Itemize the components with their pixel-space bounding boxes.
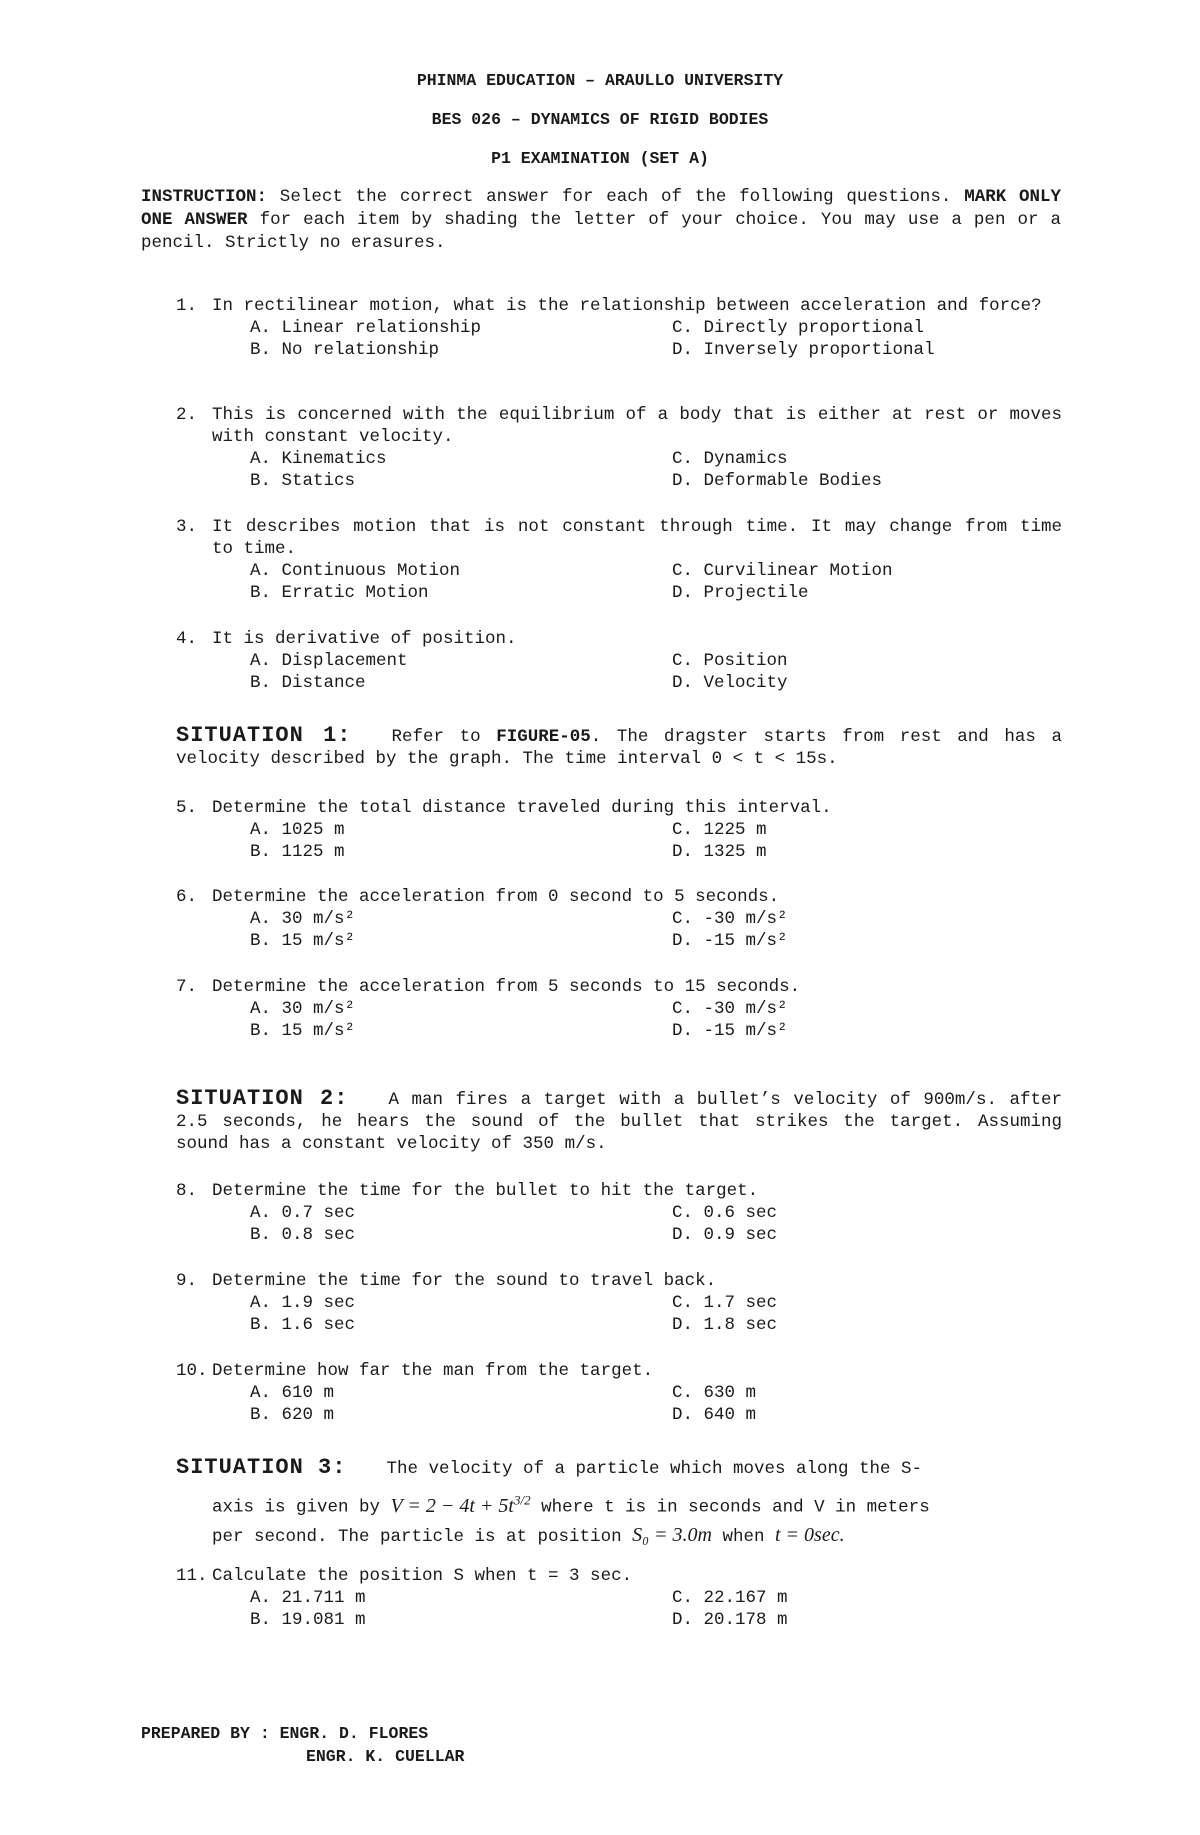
option-c[interactable]: C. 1225 m (672, 820, 767, 840)
question-number: 10. (176, 1361, 208, 1381)
question-number: 6. (176, 887, 198, 907)
question-number: 11. (176, 1566, 208, 1586)
option-a[interactable]: A. Displacement (250, 651, 408, 671)
question-number: 4. (176, 629, 198, 649)
question-text: Determine the acceleration from 0 second to 5 seconds. (212, 887, 780, 907)
option-d[interactable]: D. 20.178 m (672, 1610, 788, 1630)
option-a[interactable]: A. Continuous Motion (250, 561, 461, 581)
prepared-by-label: PREPARED BY : (141, 1724, 280, 1743)
option-a[interactable]: A. 1.9 sec (250, 1293, 356, 1313)
option-d[interactable]: D. 1.8 sec (672, 1315, 778, 1335)
option-a[interactable]: A. 30 m/s² (250, 909, 356, 929)
situation-text: per second. The particle is at position (212, 1526, 633, 1547)
equation-exponent: 3/2 (514, 1492, 531, 1507)
option-d[interactable]: D. -15 m/s² (672, 931, 788, 951)
situation-text-line-1: The velocity of a particle which moves along the S- (386, 1459, 923, 1479)
option-d[interactable]: D. -15 m/s² (672, 1021, 788, 1041)
question-number: 5. (176, 798, 198, 818)
situation-text: A man fires a target with a bullet’s velocity of 900m/s. after 2.5 seconds, he hears the sound of the bullet that strikes the target. Assuming sound has a constant velocity of 350 m/s. (176, 1090, 1062, 1154)
option-c[interactable]: C. Curvilinear Motion (672, 561, 893, 581)
initial-time-equation: t = 0sec. (775, 1523, 845, 1546)
question-11 (176, 1565, 1062, 1631)
situation-3-line-2 (176, 1485, 1062, 1523)
option-c[interactable]: C. -30 m/s² (672, 909, 788, 929)
question-number: 9. (176, 1271, 198, 1291)
option-b[interactable]: B. Statics (250, 471, 356, 491)
option-c[interactable]: C. 0.6 sec (672, 1203, 778, 1223)
situation-label: SITUATION 1: (176, 723, 352, 748)
equation-base: V = 2 − 4t + 5t (390, 1494, 514, 1517)
option-c[interactable]: C. -30 m/s² (672, 999, 788, 1019)
situation-text: when (711, 1526, 775, 1547)
exam-title: P1 EXAMINATION (SET A) (491, 149, 709, 168)
option-d[interactable]: D. Deformable Bodies (672, 471, 883, 491)
instruction-block (141, 186, 1061, 255)
option-a[interactable]: A. Linear relationship (250, 318, 482, 338)
option-d[interactable]: D. 1325 m (672, 842, 767, 862)
option-b[interactable]: B. 0.8 sec (250, 1225, 356, 1245)
preparer-name-2: ENGR. K. CUELLAR (306, 1747, 465, 1766)
situation-text-post: . The dragster starts from rest and has a velocity described by the graph. The time interval 0 < t < 15s. (176, 727, 1062, 769)
option-a[interactable]: A. 0.7 sec (250, 1203, 356, 1223)
option-c[interactable]: C. 22.167 m (672, 1588, 788, 1608)
question-text: Determine the acceleration from 5 seconds to 15 seconds. (212, 977, 801, 997)
question-number: 2. (176, 405, 198, 425)
option-b[interactable]: B. Distance (250, 673, 366, 693)
situation-label: SITUATION 2: (176, 1086, 349, 1111)
option-d[interactable]: D. 640 m (672, 1405, 757, 1425)
question-7 (176, 976, 1062, 1042)
question-text: It describes motion that is not constant through time. It may change from time to time. (212, 517, 1062, 559)
situation-3 (176, 1457, 1062, 1549)
question-text: Determine the time for the bullet to hit the target. (212, 1181, 759, 1201)
question-8 (176, 1180, 1062, 1246)
velocity-equation (390, 1492, 531, 1517)
question-1 (176, 295, 1062, 361)
option-b[interactable]: B. No relationship (250, 340, 440, 360)
instruction-emphasis: MARK ONLY ONE ANSWER (141, 187, 1062, 230)
option-c[interactable]: C. Position (672, 651, 788, 671)
option-d[interactable]: D. Inversely proportional (672, 340, 935, 360)
question-text: Calculate the position S when t = 3 sec. (212, 1566, 633, 1586)
question-2 (176, 404, 1062, 492)
question-text: It is derivative of position. (212, 629, 517, 649)
option-b[interactable]: B. Erratic Motion (250, 583, 429, 603)
school-title: PHINMA EDUCATION – ARAULLO UNIVERSITY (416, 71, 784, 90)
option-d[interactable]: D. 0.9 sec (672, 1225, 778, 1245)
option-b[interactable]: B. 1.6 sec (250, 1315, 356, 1335)
question-10 (176, 1360, 1062, 1426)
option-a[interactable]: A. Kinematics (250, 449, 387, 469)
option-a[interactable]: A. 610 m (250, 1383, 335, 1403)
figure-reference: FIGURE-05 (496, 727, 591, 747)
situation-2 (176, 1088, 1062, 1155)
question-text: In rectilinear motion, what is the relationship between acceleration and force? (212, 296, 1042, 316)
option-a[interactable]: A. 21.711 m (250, 1588, 366, 1608)
instruction-label: INSTRUCTION: (141, 187, 268, 207)
question-text: This is concerned with the equilibrium of a body that is either at rest or moves with constant velocity. (212, 405, 1062, 447)
option-c[interactable]: C. Dynamics (672, 449, 788, 469)
question-text: Determine the total distance traveled during this interval. (212, 798, 832, 818)
question-9 (176, 1270, 1062, 1336)
question-number: 8. (176, 1181, 198, 1201)
option-c[interactable]: C. 1.7 sec (672, 1293, 778, 1313)
question-3 (176, 516, 1062, 604)
situation-text: axis is given by (212, 1497, 391, 1518)
option-c[interactable]: C. 630 m (672, 1383, 757, 1403)
option-a[interactable]: A. 1025 m (250, 820, 345, 840)
option-b[interactable]: B. 1125 m (250, 842, 345, 862)
option-b[interactable]: B. 15 m/s² (250, 931, 356, 951)
situation-3-line-3 (176, 1523, 1062, 1549)
question-number: 7. (176, 977, 198, 997)
option-b[interactable]: B. 15 m/s² (250, 1021, 356, 1041)
situation-label: SITUATION 3: (176, 1455, 347, 1480)
situation-text: where t is in seconds and V in meters (530, 1497, 930, 1518)
option-b[interactable]: B. 620 m (250, 1405, 335, 1425)
instruction-text-2: for each item by shading the letter of your choice. You may use a pen or a pencil. Strictly no erasures. (141, 210, 1061, 253)
question-6 (176, 886, 1062, 952)
option-c[interactable]: C. Directly proportional (672, 318, 925, 338)
option-a[interactable]: A. 30 m/s² (250, 999, 356, 1019)
situation-text-pre: Refer to (391, 727, 497, 747)
initial-position-equation: S₀ = 3.0m (632, 1523, 712, 1546)
question-number: 3. (176, 517, 198, 537)
situation-1 (176, 725, 1062, 770)
question-5 (176, 797, 1062, 863)
question-text: Determine the time for the sound to travel back. (212, 1271, 717, 1291)
question-4 (176, 628, 1062, 694)
preparer-name-1: ENGR. D. FLORES (279, 1724, 429, 1743)
option-b[interactable]: B. 19.081 m (250, 1610, 366, 1630)
question-number: 1. (176, 296, 198, 316)
instruction-text-1: Select the correct answer for each of the following questions. (267, 187, 965, 207)
option-d[interactable]: D. Velocity (672, 673, 788, 693)
question-text: Determine how far the man from the target. (212, 1361, 654, 1381)
prepared-by-block (141, 1722, 464, 1768)
option-d[interactable]: D. Projectile (672, 583, 809, 603)
course-title: BES 026 – DYNAMICS OF RIGID BODIES (431, 110, 769, 129)
